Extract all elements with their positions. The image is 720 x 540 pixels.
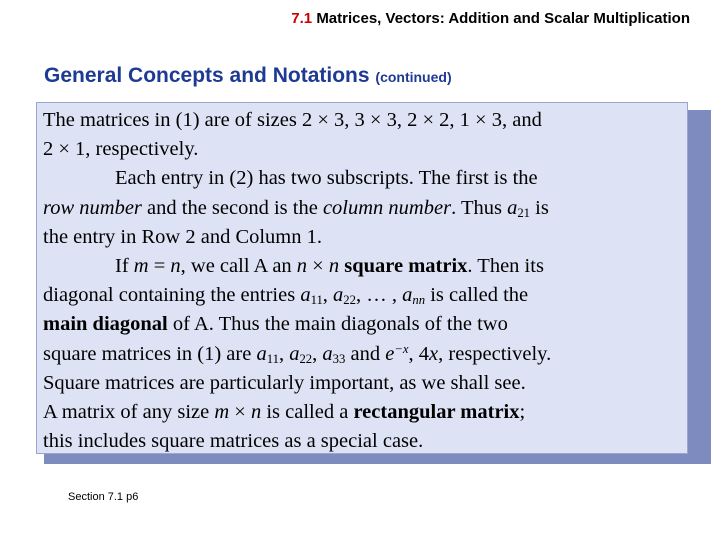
- body-text-run: =: [148, 255, 171, 278]
- body-text-run: and: [345, 342, 386, 365]
- body-text-run: , respectively.: [438, 342, 552, 365]
- math-var: a: [289, 342, 300, 365]
- body-text-run: is called the: [425, 284, 529, 307]
- math-var: n: [296, 255, 308, 278]
- body-text-run: ;: [519, 401, 526, 424]
- math-var: a: [256, 342, 267, 365]
- math-sub: 22: [299, 351, 313, 366]
- slide-footer: Section 7.1 p6: [68, 491, 139, 503]
- term-rectangular-matrix: rectangular matrix: [353, 401, 520, 424]
- body-text-run: , we call A an: [180, 255, 297, 278]
- math-sub: 11: [266, 351, 279, 366]
- math-var: m: [214, 401, 230, 424]
- body-text-run: and the second is the: [141, 196, 323, 219]
- math-var: n: [170, 255, 181, 278]
- body-text-run: diagonal containing the entries: [43, 284, 301, 307]
- body-text-run: is: [530, 196, 549, 219]
- slide-header: [0, 10, 690, 27]
- body-text: [43, 106, 681, 456]
- term-row-number: row number: [43, 196, 142, 219]
- body-text-run: ,: [312, 342, 323, 365]
- math-var: a: [333, 284, 344, 307]
- math-var: a: [402, 284, 413, 307]
- math-var: a: [300, 284, 311, 307]
- section-number: 7.1: [291, 10, 313, 27]
- text-box: [36, 102, 688, 454]
- body-line: The matrices in (1) are of sizes 2 × 3, 3 × 3, 2 × 2, 1 × 3, and: [43, 109, 542, 131]
- body-text-run: of A. Thus the main diagonals of the two: [167, 313, 508, 336]
- term-column-number: column number: [322, 196, 452, 219]
- math-sup: −x: [394, 341, 409, 356]
- body-text-run: ×: [229, 401, 251, 424]
- body-text-run: . Then its: [467, 255, 544, 278]
- math-var: a: [322, 342, 333, 365]
- body-text-run: is called a: [261, 401, 354, 424]
- math-var: n: [328, 255, 340, 278]
- slide-title: [44, 64, 452, 88]
- math-var: n: [250, 401, 262, 424]
- math-sub: nn: [412, 293, 426, 308]
- math-sub: 22: [343, 293, 356, 308]
- body-text-run: If: [115, 255, 134, 278]
- body-line: Each entry in (2) has two subscripts. The first is the: [115, 167, 538, 190]
- body-text-run: . Thus: [451, 196, 508, 219]
- slide-title-main: General Concepts and Notations: [44, 64, 370, 87]
- math-var: a: [507, 196, 518, 219]
- math-sub: 33: [332, 351, 346, 366]
- body-text-run: ,: [322, 284, 334, 307]
- body-line: this includes square matrices as a special case.: [43, 430, 424, 453]
- body-line: the entry in Row 2 and Column 1.: [43, 225, 323, 248]
- body-text-run: ×: [307, 255, 329, 278]
- body-text-run: A matrix of any size: [43, 401, 215, 424]
- body-line: Square matrices are particularly important, as we shall see.: [43, 371, 526, 394]
- math-var: x: [429, 342, 439, 365]
- math-sub: 21: [517, 205, 531, 220]
- slide-title-sub: (continued): [375, 69, 452, 85]
- math-sub: 11: [310, 293, 323, 308]
- term-square-matrix: square matrix: [344, 255, 468, 278]
- body-text-run: ,: [278, 342, 290, 365]
- math-var: e: [385, 342, 395, 365]
- math-var: m: [133, 255, 149, 278]
- body-text-run: , … ,: [356, 284, 403, 307]
- section-title: Matrices, Vectors: Addition and Scalar Multiplication: [316, 10, 690, 27]
- term-main-diagonal: main diagonal: [43, 313, 168, 336]
- body-text-run: , 4: [408, 342, 430, 365]
- body-line: 2 × 1, respectively.: [43, 138, 199, 161]
- body-text-run: square matrices in (1) are: [43, 342, 257, 365]
